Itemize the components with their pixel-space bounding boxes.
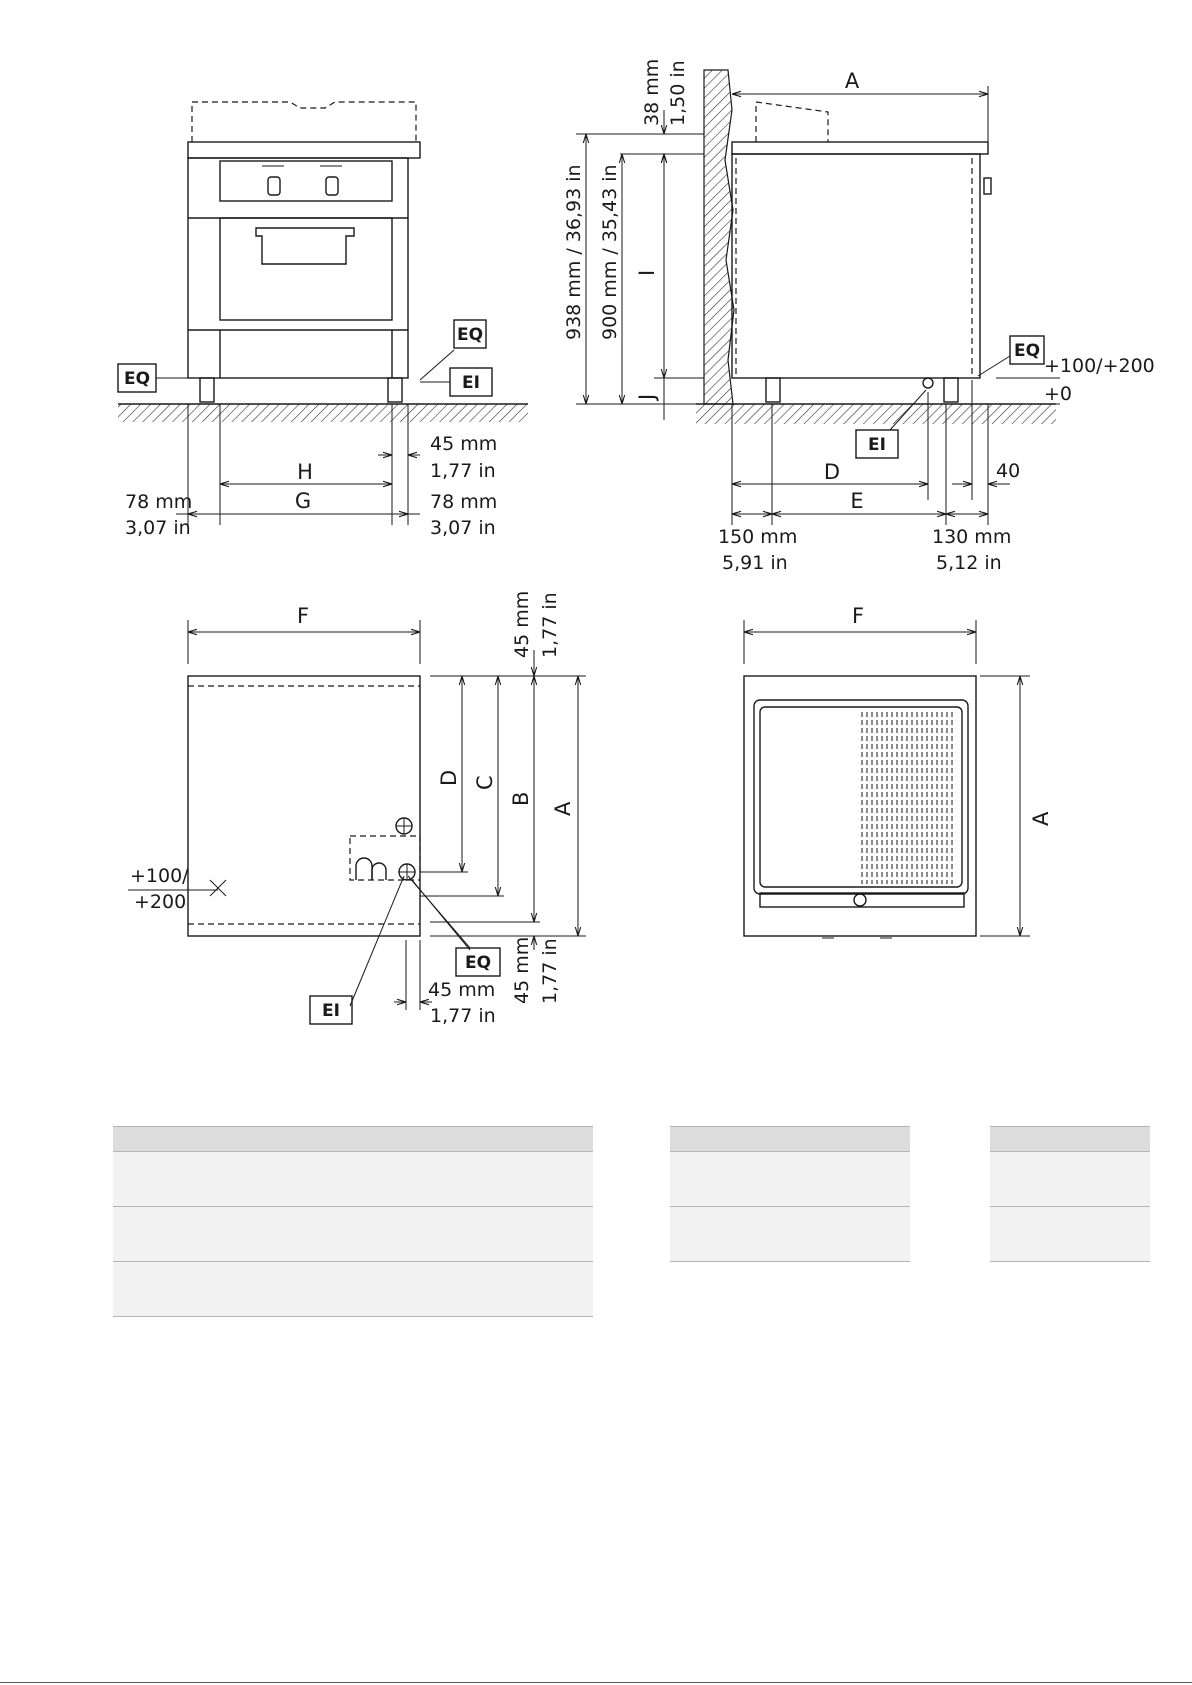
knob <box>326 177 338 195</box>
side-dim-j: J <box>635 393 659 400</box>
side-dim-40: 40 <box>996 460 1021 482</box>
table-row <box>990 1152 1150 1207</box>
front-eq-left-tag <box>118 364 156 392</box>
top-view <box>744 604 1053 938</box>
ribbed-zone <box>862 712 952 884</box>
side-dim-e: E <box>850 489 864 513</box>
oven-door <box>220 218 392 320</box>
plan-outline <box>188 676 420 936</box>
side-left-in: 5,91 in <box>722 552 788 574</box>
side-view <box>563 59 1155 574</box>
plan-view <box>128 591 586 1027</box>
svg-text:EI: EI <box>322 1001 340 1021</box>
side-level-high: +100/+200 <box>1044 355 1155 377</box>
plan-top-in: 1,77 in <box>539 592 561 658</box>
front-ei-tag <box>450 368 492 396</box>
table-row <box>113 1207 593 1262</box>
svg-text:EQ: EQ <box>1013 341 1041 361</box>
table-row <box>113 1152 593 1207</box>
front-left-mm: 78 mm <box>125 491 193 513</box>
side-level-zero: +0 <box>1044 383 1073 405</box>
plan-side-mm: 45 mm <box>428 979 496 1001</box>
plan-top-mm: 45 mm <box>511 590 533 658</box>
spec-table-main <box>113 1126 593 1317</box>
side-height-total: 938 mm / 36,93 in <box>563 164 585 340</box>
side-dim-i: I <box>635 269 659 276</box>
inlet-fitting <box>923 378 933 388</box>
table-row <box>670 1152 910 1207</box>
svg-text:EI: EI <box>868 435 886 455</box>
svg-text:EQ: EQ <box>464 953 492 973</box>
griddle-plate-outer <box>754 700 968 894</box>
front-view <box>118 102 528 539</box>
side-right-mm: 130 mm <box>932 526 1012 548</box>
plan-dim-c: C <box>473 775 497 790</box>
dim-h-label: H <box>297 460 313 484</box>
front-offset-in: 1,77 in <box>430 460 496 482</box>
plan-ei-tag <box>310 996 352 1024</box>
top-dim-a: A <box>1029 811 1053 826</box>
front-offset-mm: 45 mm <box>430 433 498 455</box>
side-right-in: 5,12 in <box>936 552 1002 574</box>
table-header <box>990 1127 1150 1152</box>
control-panel <box>220 161 392 201</box>
dim-g-label: G <box>294 489 312 513</box>
table-header <box>670 1127 910 1152</box>
plan-bottom-mm: 45 mm <box>511 936 533 1004</box>
worktop <box>732 142 988 154</box>
plan-dim-a: A <box>551 801 575 816</box>
table-row <box>670 1207 910 1262</box>
side-knob <box>984 178 991 194</box>
svg-text:EQ: EQ <box>123 369 151 389</box>
side-left-mm: 150 mm <box>718 526 798 548</box>
wall-hatch <box>704 70 734 404</box>
griddle-outline <box>744 676 976 936</box>
page-footer-rule <box>0 1682 1192 1683</box>
side-dim-d: D <box>823 460 841 484</box>
front-left-in: 3,07 in <box>125 517 191 539</box>
spec-table-right <box>990 1126 1150 1262</box>
side-ei-tag <box>856 430 898 458</box>
drawer-tray <box>256 228 354 264</box>
appliance-body <box>188 158 408 378</box>
table-row <box>113 1262 593 1317</box>
plan-eq-tag <box>456 948 500 976</box>
side-eq-tag <box>1010 336 1044 364</box>
table-header <box>113 1127 593 1152</box>
leg <box>944 378 958 402</box>
front-eq-right-tag <box>454 320 486 348</box>
appliance-side <box>732 154 980 378</box>
knob <box>268 177 280 195</box>
drain-hole <box>854 894 866 906</box>
leg <box>766 378 780 402</box>
side-top-mm: 38 mm <box>641 58 663 126</box>
side-height-work: 900 mm / 35,43 in <box>599 164 621 340</box>
spec-table-middle <box>670 1126 910 1262</box>
plan-level-1: +100/ <box>130 865 189 887</box>
connection-area <box>350 836 420 880</box>
front-right-mm: 78 mm <box>430 491 498 513</box>
top-dim-f: F <box>851 604 865 628</box>
front-right-in: 3,07 in <box>430 517 496 539</box>
plan-dim-b: B <box>509 791 533 806</box>
side-top-in: 1,50 in <box>667 60 689 126</box>
plan-level-2: +200 <box>134 891 187 913</box>
floor-hatch <box>118 404 528 422</box>
plan-dim-f: F <box>296 604 310 628</box>
leg <box>200 378 214 402</box>
side-dim-a: A <box>844 69 860 93</box>
plan-bottom-in: 1,77 in <box>539 938 561 1004</box>
grease-channel <box>760 893 964 907</box>
svg-text:EI: EI <box>462 373 480 393</box>
plan-side-in: 1,77 in <box>430 1005 496 1027</box>
leg <box>388 378 402 402</box>
table-row <box>990 1207 1150 1262</box>
svg-text:EQ: EQ <box>456 325 484 345</box>
plan-dim-d: D <box>437 769 461 786</box>
floor-hatch <box>696 404 1056 424</box>
